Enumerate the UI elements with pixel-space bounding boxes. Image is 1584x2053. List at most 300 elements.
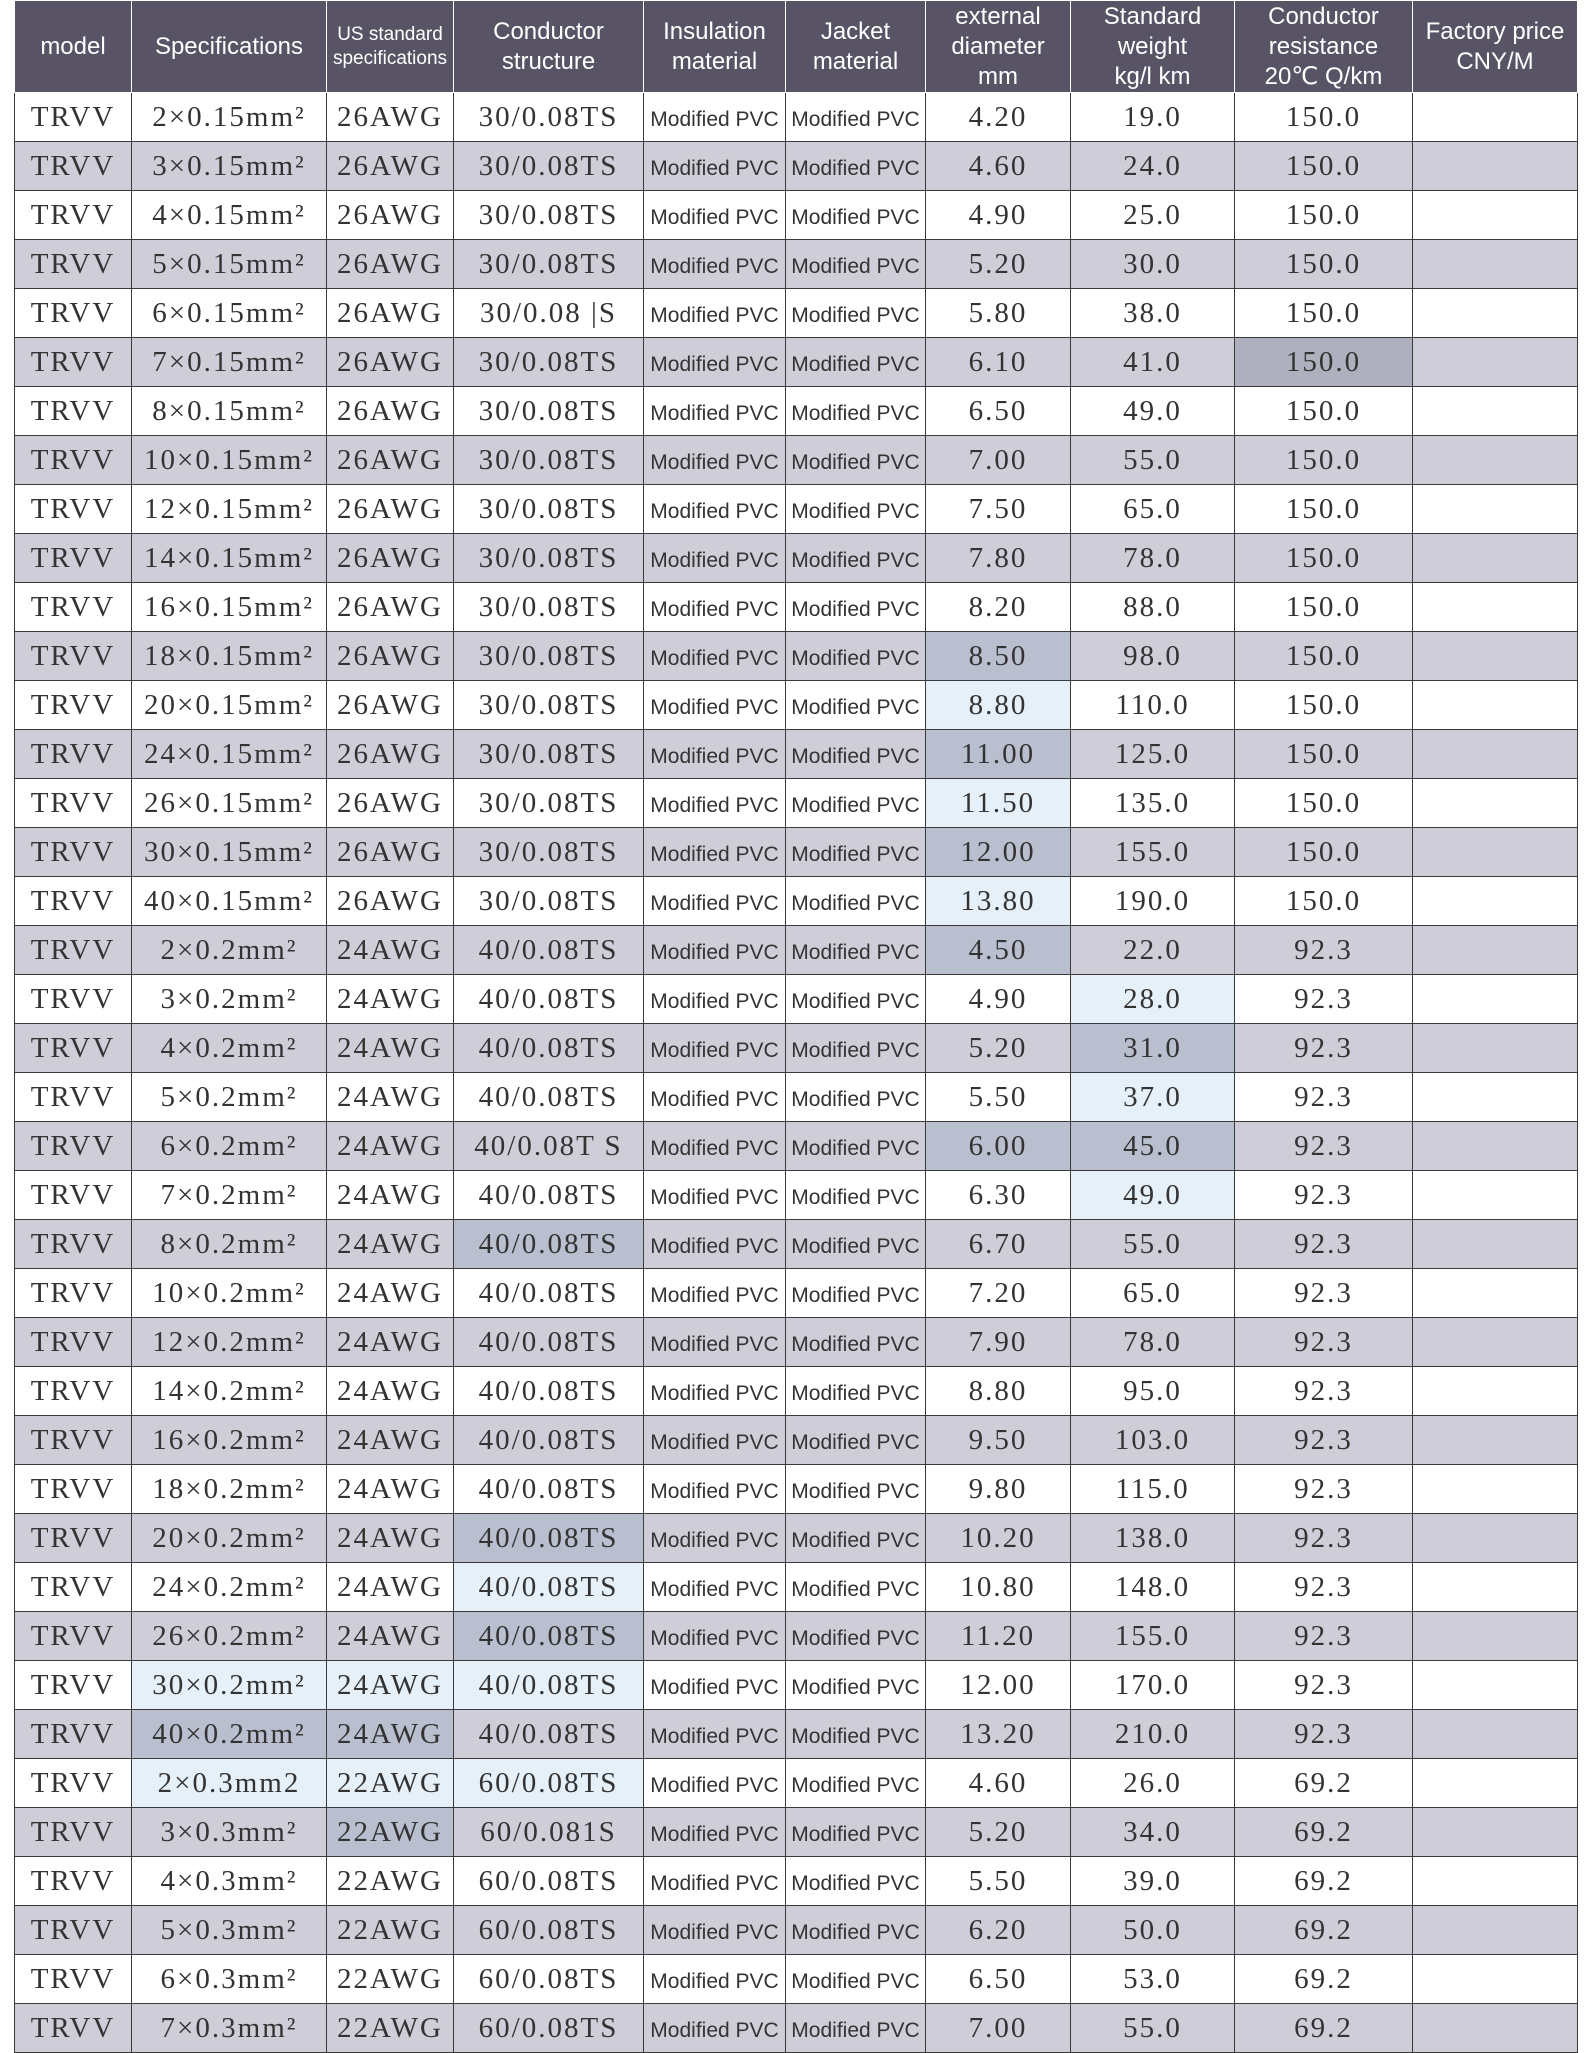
cell-insulation: Modified PVC <box>644 289 786 338</box>
cell-structure: 30/0.08TS <box>454 93 644 142</box>
cell-weight: 103.0 <box>1071 1416 1235 1465</box>
cell-resistance: 150.0 <box>1235 142 1413 191</box>
spec-table-container <box>14 0 1577 2053</box>
cell-resistance: 150.0 <box>1235 338 1413 387</box>
cell-awg: 26AWG <box>327 142 454 191</box>
cell-model: TRVV <box>15 1073 132 1122</box>
cell-weight: 31.0 <box>1071 1024 1235 1073</box>
cell-awg: 22AWG <box>327 1857 454 1906</box>
cell-awg: 26AWG <box>327 191 454 240</box>
cell-spec: 8×0.15mm² <box>132 387 327 436</box>
cell-awg: 24AWG <box>327 1563 454 1612</box>
cell-model: TRVV <box>15 681 132 730</box>
cell-diameter: 5.20 <box>926 1024 1071 1073</box>
cell-diameter: 6.20 <box>926 1906 1071 1955</box>
cell-jacket: Modified PVC <box>786 779 926 828</box>
cell-model: TRVV <box>15 1661 132 1710</box>
cell-price <box>1413 1171 1578 1220</box>
cell-spec: 7×0.3mm² <box>132 2004 327 2053</box>
cell-awg: 24AWG <box>327 926 454 975</box>
cell-jacket: Modified PVC <box>786 1759 926 1808</box>
cell-spec: 4×0.2mm² <box>132 1024 327 1073</box>
cell-jacket: Modified PVC <box>786 1269 926 1318</box>
table-row <box>15 1024 1578 1073</box>
cell-awg: 26AWG <box>327 338 454 387</box>
cell-structure: 40/0.08TS <box>454 1710 644 1759</box>
cell-insulation: Modified PVC <box>644 681 786 730</box>
cell-structure: 30/0.08TS <box>454 730 644 779</box>
table-row <box>15 240 1578 289</box>
cell-resistance: 92.3 <box>1235 1612 1413 1661</box>
cell-insulation: Modified PVC <box>644 1220 786 1269</box>
cell-diameter: 7.00 <box>926 436 1071 485</box>
cell-diameter: 5.20 <box>926 1808 1071 1857</box>
cell-structure: 40/0.08T S <box>454 1122 644 1171</box>
cell-model: TRVV <box>15 1122 132 1171</box>
cell-jacket: Modified PVC <box>786 93 926 142</box>
cell-structure: 40/0.08TS <box>454 1318 644 1367</box>
table-row <box>15 93 1578 142</box>
table-row <box>15 1710 1578 1759</box>
cell-price <box>1413 1612 1578 1661</box>
cell-diameter: 10.20 <box>926 1514 1071 1563</box>
cell-price <box>1413 730 1578 779</box>
cell-insulation: Modified PVC <box>644 1024 786 1073</box>
cell-resistance: 150.0 <box>1235 681 1413 730</box>
cell-structure: 30/0.08TS <box>454 240 644 289</box>
cell-weight: 95.0 <box>1071 1367 1235 1416</box>
cell-spec: 2×0.2mm² <box>132 926 327 975</box>
cell-weight: 190.0 <box>1071 877 1235 926</box>
cell-jacket: Modified PVC <box>786 240 926 289</box>
cell-price <box>1413 1563 1578 1612</box>
cell-spec: 2×0.15mm² <box>132 93 327 142</box>
cell-weight: 49.0 <box>1071 1171 1235 1220</box>
cell-model: TRVV <box>15 1906 132 1955</box>
cell-resistance: 92.3 <box>1235 1073 1413 1122</box>
cell-awg: 24AWG <box>327 1024 454 1073</box>
cell-insulation: Modified PVC <box>644 632 786 681</box>
cell-model: TRVV <box>15 191 132 240</box>
table-body <box>15 93 1578 2053</box>
cell-insulation: Modified PVC <box>644 1906 786 1955</box>
cell-insulation: Modified PVC <box>644 1808 786 1857</box>
cell-resistance: 92.3 <box>1235 1563 1413 1612</box>
cell-jacket: Modified PVC <box>786 1661 926 1710</box>
cell-price <box>1413 1759 1578 1808</box>
cell-diameter: 6.50 <box>926 387 1071 436</box>
cell-spec: 7×0.15mm² <box>132 338 327 387</box>
cell-resistance: 150.0 <box>1235 289 1413 338</box>
cell-spec: 12×0.15mm² <box>132 485 327 534</box>
cell-weight: 53.0 <box>1071 1955 1235 2004</box>
cell-spec: 16×0.2mm² <box>132 1416 327 1465</box>
cell-resistance: 69.2 <box>1235 1857 1413 1906</box>
cell-model: TRVV <box>15 632 132 681</box>
cell-awg: 24AWG <box>327 1269 454 1318</box>
cell-resistance: 69.2 <box>1235 1906 1413 1955</box>
cell-awg: 26AWG <box>327 387 454 436</box>
cell-diameter: 12.00 <box>926 828 1071 877</box>
cell-weight: 28.0 <box>1071 975 1235 1024</box>
cell-model: TRVV <box>15 1269 132 1318</box>
cell-awg: 26AWG <box>327 779 454 828</box>
cell-resistance: 92.3 <box>1235 1269 1413 1318</box>
cell-awg: 24AWG <box>327 1514 454 1563</box>
cell-model: TRVV <box>15 1857 132 1906</box>
cell-weight: 65.0 <box>1071 485 1235 534</box>
cell-jacket: Modified PVC <box>786 975 926 1024</box>
cell-insulation: Modified PVC <box>644 485 786 534</box>
cell-model: TRVV <box>15 485 132 534</box>
cell-model: TRVV <box>15 926 132 975</box>
cell-structure: 60/0.08TS <box>454 1857 644 1906</box>
cell-resistance: 92.3 <box>1235 1710 1413 1759</box>
cell-spec: 8×0.2mm² <box>132 1220 327 1269</box>
cell-awg: 26AWG <box>327 583 454 632</box>
cell-weight: 65.0 <box>1071 1269 1235 1318</box>
table-row <box>15 1857 1578 1906</box>
cell-spec: 6×0.3mm² <box>132 1955 327 2004</box>
cell-price <box>1413 1367 1578 1416</box>
cell-weight: 55.0 <box>1071 1220 1235 1269</box>
cell-price <box>1413 387 1578 436</box>
cell-awg: 26AWG <box>327 730 454 779</box>
cell-jacket: Modified PVC <box>786 289 926 338</box>
cell-awg: 24AWG <box>327 1465 454 1514</box>
cell-diameter: 9.80 <box>926 1465 1071 1514</box>
cell-structure: 30/0.08TS <box>454 828 644 877</box>
cell-awg: 24AWG <box>327 975 454 1024</box>
cell-diameter: 6.70 <box>926 1220 1071 1269</box>
table-row <box>15 1759 1578 1808</box>
cell-insulation: Modified PVC <box>644 1171 786 1220</box>
table-row <box>15 926 1578 975</box>
cell-insulation: Modified PVC <box>644 1416 786 1465</box>
cell-insulation: Modified PVC <box>644 191 786 240</box>
cell-resistance: 69.2 <box>1235 1759 1413 1808</box>
cell-insulation: Modified PVC <box>644 1710 786 1759</box>
cell-price <box>1413 1416 1578 1465</box>
cell-weight: 41.0 <box>1071 338 1235 387</box>
cell-jacket: Modified PVC <box>786 534 926 583</box>
cell-insulation: Modified PVC <box>644 2004 786 2053</box>
cell-awg: 26AWG <box>327 240 454 289</box>
cell-spec: 4×0.3mm² <box>132 1857 327 1906</box>
cell-resistance: 150.0 <box>1235 779 1413 828</box>
cell-model: TRVV <box>15 1563 132 1612</box>
cell-awg: 26AWG <box>327 436 454 485</box>
cell-price <box>1413 436 1578 485</box>
header-factory-price: Factory price CNY/M <box>1413 1 1578 93</box>
cell-diameter: 7.80 <box>926 534 1071 583</box>
table-row <box>15 534 1578 583</box>
cell-structure: 30/0.08TS <box>454 338 644 387</box>
cell-structure: 30/0.08TS <box>454 387 644 436</box>
table-row <box>15 1073 1578 1122</box>
cell-weight: 78.0 <box>1071 534 1235 583</box>
cell-weight: 115.0 <box>1071 1465 1235 1514</box>
cell-price <box>1413 1514 1578 1563</box>
cell-structure: 30/0.08TS <box>454 877 644 926</box>
table-row <box>15 387 1578 436</box>
cell-jacket: Modified PVC <box>786 1563 926 1612</box>
table-row <box>15 338 1578 387</box>
cell-awg: 24AWG <box>327 1612 454 1661</box>
cell-insulation: Modified PVC <box>644 1759 786 1808</box>
cell-resistance: 92.3 <box>1235 1465 1413 1514</box>
cell-resistance: 92.3 <box>1235 1171 1413 1220</box>
cell-jacket: Modified PVC <box>786 1514 926 1563</box>
cell-model: TRVV <box>15 1710 132 1759</box>
cell-price <box>1413 1465 1578 1514</box>
cell-spec: 18×0.2mm² <box>132 1465 327 1514</box>
cell-diameter: 8.80 <box>926 1367 1071 1416</box>
cell-structure: 40/0.08TS <box>454 926 644 975</box>
cell-insulation: Modified PVC <box>644 1269 786 1318</box>
cell-jacket: Modified PVC <box>786 1465 926 1514</box>
cell-diameter: 4.90 <box>926 191 1071 240</box>
cell-diameter: 9.50 <box>926 1416 1071 1465</box>
cell-structure: 30/0.08 |S <box>454 289 644 338</box>
cell-price <box>1413 485 1578 534</box>
cell-structure: 40/0.08TS <box>454 1514 644 1563</box>
cell-structure: 40/0.08TS <box>454 1171 644 1220</box>
cell-weight: 22.0 <box>1071 926 1235 975</box>
header-conductor-structure: Conductor structure <box>454 1 644 93</box>
cell-spec: 2×0.3mm2 <box>132 1759 327 1808</box>
cell-insulation: Modified PVC <box>644 1612 786 1661</box>
cell-price <box>1413 926 1578 975</box>
table-row <box>15 1220 1578 1269</box>
cell-structure: 30/0.08TS <box>454 191 644 240</box>
cell-diameter: 4.20 <box>926 93 1071 142</box>
cell-insulation: Modified PVC <box>644 1955 786 2004</box>
cell-price <box>1413 142 1578 191</box>
cell-insulation: Modified PVC <box>644 1122 786 1171</box>
cell-jacket: Modified PVC <box>786 1171 926 1220</box>
cell-spec: 20×0.15mm² <box>132 681 327 730</box>
cell-weight: 19.0 <box>1071 93 1235 142</box>
cell-insulation: Modified PVC <box>644 387 786 436</box>
cell-model: TRVV <box>15 1808 132 1857</box>
cell-weight: 125.0 <box>1071 730 1235 779</box>
cell-jacket: Modified PVC <box>786 681 926 730</box>
cell-awg: 24AWG <box>327 1122 454 1171</box>
table-row <box>15 1906 1578 1955</box>
cell-resistance: 150.0 <box>1235 191 1413 240</box>
cell-spec: 3×0.3mm² <box>132 1808 327 1857</box>
cell-awg: 24AWG <box>327 1416 454 1465</box>
cell-resistance: 92.3 <box>1235 1220 1413 1269</box>
cell-price <box>1413 1220 1578 1269</box>
cell-price <box>1413 1269 1578 1318</box>
cell-awg: 24AWG <box>327 1220 454 1269</box>
cell-price <box>1413 1906 1578 1955</box>
cell-diameter: 10.80 <box>926 1563 1071 1612</box>
cell-spec: 16×0.15mm² <box>132 583 327 632</box>
cell-spec: 30×0.2mm² <box>132 1661 327 1710</box>
cell-weight: 39.0 <box>1071 1857 1235 1906</box>
cell-insulation: Modified PVC <box>644 1514 786 1563</box>
cell-model: TRVV <box>15 1514 132 1563</box>
cell-model: TRVV <box>15 240 132 289</box>
cell-jacket: Modified PVC <box>786 2004 926 2053</box>
cell-awg: 22AWG <box>327 1906 454 1955</box>
cell-resistance: 150.0 <box>1235 828 1413 877</box>
cell-model: TRVV <box>15 1220 132 1269</box>
cell-model: TRVV <box>15 1024 132 1073</box>
cell-resistance: 150.0 <box>1235 583 1413 632</box>
cell-structure: 30/0.08TS <box>454 142 644 191</box>
cell-awg: 22AWG <box>327 1759 454 1808</box>
cell-diameter: 7.90 <box>926 1318 1071 1367</box>
cell-structure: 30/0.08TS <box>454 436 644 485</box>
cell-jacket: Modified PVC <box>786 1220 926 1269</box>
cell-model: TRVV <box>15 289 132 338</box>
cell-diameter: 7.50 <box>926 485 1071 534</box>
table-row <box>15 1367 1578 1416</box>
cell-price <box>1413 1710 1578 1759</box>
cell-model: TRVV <box>15 877 132 926</box>
cell-insulation: Modified PVC <box>644 877 786 926</box>
cell-spec: 5×0.15mm² <box>132 240 327 289</box>
cell-model: TRVV <box>15 730 132 779</box>
cell-spec: 24×0.15mm² <box>132 730 327 779</box>
cell-price <box>1413 1073 1578 1122</box>
cell-weight: 138.0 <box>1071 1514 1235 1563</box>
cell-insulation: Modified PVC <box>644 1318 786 1367</box>
cell-insulation: Modified PVC <box>644 828 786 877</box>
cell-structure: 40/0.08TS <box>454 1563 644 1612</box>
cell-structure: 30/0.08TS <box>454 681 644 730</box>
cell-price <box>1413 632 1578 681</box>
table-row <box>15 436 1578 485</box>
cell-structure: 30/0.08TS <box>454 534 644 583</box>
cell-price <box>1413 1808 1578 1857</box>
table-row <box>15 289 1578 338</box>
cell-spec: 3×0.15mm² <box>132 142 327 191</box>
cell-spec: 6×0.15mm² <box>132 289 327 338</box>
cell-awg: 24AWG <box>327 1073 454 1122</box>
cell-model: TRVV <box>15 828 132 877</box>
header-specifications: Specifications <box>132 1 327 93</box>
cell-diameter: 8.20 <box>926 583 1071 632</box>
cell-price <box>1413 779 1578 828</box>
header-model: model <box>15 1 132 93</box>
header-jacket-material: Jacket material <box>786 1 926 93</box>
cell-jacket: Modified PVC <box>786 1808 926 1857</box>
cell-jacket: Modified PVC <box>786 1024 926 1073</box>
cell-spec: 5×0.3mm² <box>132 1906 327 1955</box>
table-row <box>15 730 1578 779</box>
cell-spec: 6×0.2mm² <box>132 1122 327 1171</box>
cell-weight: 49.0 <box>1071 387 1235 436</box>
cell-diameter: 4.60 <box>926 142 1071 191</box>
cell-jacket: Modified PVC <box>786 1710 926 1759</box>
cell-resistance: 92.3 <box>1235 926 1413 975</box>
cell-resistance: 92.3 <box>1235 1122 1413 1171</box>
cell-resistance: 150.0 <box>1235 387 1413 436</box>
cell-jacket: Modified PVC <box>786 583 926 632</box>
cell-weight: 88.0 <box>1071 583 1235 632</box>
cell-price <box>1413 1661 1578 1710</box>
cell-diameter: 6.50 <box>926 1955 1071 2004</box>
cell-awg: 24AWG <box>327 1661 454 1710</box>
cell-jacket: Modified PVC <box>786 926 926 975</box>
cell-weight: 55.0 <box>1071 2004 1235 2053</box>
cell-spec: 4×0.15mm² <box>132 191 327 240</box>
cell-spec: 40×0.2mm² <box>132 1710 327 1759</box>
cell-resistance: 150.0 <box>1235 485 1413 534</box>
cell-structure: 40/0.08TS <box>454 1073 644 1122</box>
cell-structure: 40/0.08TS <box>454 1612 644 1661</box>
cell-insulation: Modified PVC <box>644 436 786 485</box>
cell-resistance: 92.3 <box>1235 1367 1413 1416</box>
cell-diameter: 11.00 <box>926 730 1071 779</box>
cell-model: TRVV <box>15 387 132 436</box>
cell-awg: 24AWG <box>327 1710 454 1759</box>
cell-insulation: Modified PVC <box>644 926 786 975</box>
cell-insulation: Modified PVC <box>644 534 786 583</box>
table-row <box>15 2004 1578 2053</box>
cell-jacket: Modified PVC <box>786 191 926 240</box>
cell-spec: 18×0.15mm² <box>132 632 327 681</box>
cell-structure: 40/0.08TS <box>454 1220 644 1269</box>
cell-weight: 155.0 <box>1071 1612 1235 1661</box>
cell-diameter: 13.80 <box>926 877 1071 926</box>
cell-jacket: Modified PVC <box>786 1416 926 1465</box>
cell-model: TRVV <box>15 583 132 632</box>
cell-resistance: 150.0 <box>1235 534 1413 583</box>
cell-insulation: Modified PVC <box>644 338 786 387</box>
cell-weight: 135.0 <box>1071 779 1235 828</box>
cell-structure: 60/0.08TS <box>454 1759 644 1808</box>
cell-model: TRVV <box>15 142 132 191</box>
cell-weight: 98.0 <box>1071 632 1235 681</box>
table-row <box>15 1563 1578 1612</box>
cell-awg: 26AWG <box>327 289 454 338</box>
table-row <box>15 779 1578 828</box>
cell-awg: 26AWG <box>327 681 454 730</box>
cell-model: TRVV <box>15 338 132 387</box>
cell-spec: 3×0.2mm² <box>132 975 327 1024</box>
cell-diameter: 4.60 <box>926 1759 1071 1808</box>
cell-weight: 25.0 <box>1071 191 1235 240</box>
cell-weight: 45.0 <box>1071 1122 1235 1171</box>
table-row <box>15 1661 1578 1710</box>
cell-diameter: 6.10 <box>926 338 1071 387</box>
cell-price <box>1413 1024 1578 1073</box>
cell-weight: 170.0 <box>1071 1661 1235 1710</box>
table-row <box>15 681 1578 730</box>
cell-price <box>1413 191 1578 240</box>
cell-jacket: Modified PVC <box>786 338 926 387</box>
cell-diameter: 11.20 <box>926 1612 1071 1661</box>
cell-diameter: 13.20 <box>926 1710 1071 1759</box>
cell-structure: 60/0.08TS <box>454 1955 644 2004</box>
header-row <box>15 1 1578 93</box>
cell-insulation: Modified PVC <box>644 1465 786 1514</box>
cell-weight: 78.0 <box>1071 1318 1235 1367</box>
cell-jacket: Modified PVC <box>786 142 926 191</box>
cell-resistance: 92.3 <box>1235 1661 1413 1710</box>
cell-diameter: 6.00 <box>926 1122 1071 1171</box>
cell-spec: 14×0.15mm² <box>132 534 327 583</box>
cell-resistance: 150.0 <box>1235 877 1413 926</box>
cell-awg: 26AWG <box>327 534 454 583</box>
cell-structure: 40/0.08TS <box>454 1269 644 1318</box>
